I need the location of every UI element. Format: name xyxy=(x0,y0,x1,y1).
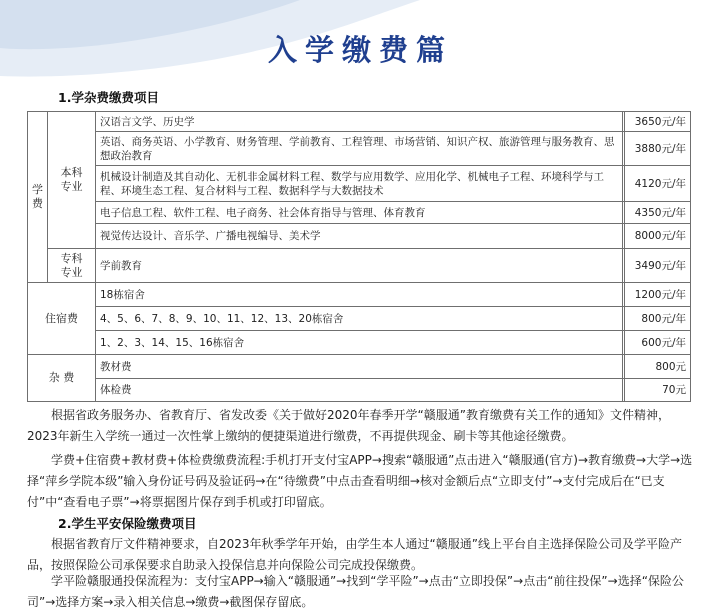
table-row xyxy=(28,132,691,166)
table-row xyxy=(28,202,691,224)
price-cell: 800元 xyxy=(625,355,691,379)
majors-cell: 视觉传达设计、音乐学、广播电视编导、美术学 xyxy=(96,224,623,249)
page-title: 入学缴费篇 xyxy=(267,33,453,67)
table-row xyxy=(28,379,691,402)
price-cell: 4350元/年 xyxy=(625,202,691,224)
fee-table xyxy=(27,111,691,402)
zhuanke-label-line: 专业 xyxy=(60,265,83,279)
price-cell: 1200元/年 xyxy=(625,283,691,307)
item-cell: 18栋宿舍 xyxy=(96,283,623,307)
table-row xyxy=(28,166,691,202)
zhuanke-label-line: 专科 xyxy=(60,251,83,265)
price-cell: 3880元/年 xyxy=(625,132,691,166)
majors-cell: 汉语言文学、历史学 xyxy=(96,112,623,132)
table-row xyxy=(28,283,691,307)
table-row xyxy=(28,331,691,355)
benke-category-cell xyxy=(48,112,96,249)
price-cell: 800元/年 xyxy=(625,307,691,331)
price-cell: 3650元/年 xyxy=(625,112,691,132)
majors-cell: 电子信息工程、软件工程、电子商务、社会体育指导与管理、体育教育 xyxy=(96,202,623,224)
item-cell: 体检费 xyxy=(96,379,623,402)
price-cell: 4120元/年 xyxy=(625,166,691,202)
price-cell: 8000元/年 xyxy=(625,224,691,249)
item-cell: 1、2、3、14、15、16栋宿舍 xyxy=(96,331,623,355)
item-cell: 4、5、6、7、8、9、10、11、12、13、20栋宿舍 xyxy=(96,307,623,331)
fees-notice-paragraph: 根据省政务服务办、省教育厅、省发改委《关于做好2020年春季开学“赣服通”教育缴费有关工作的通知》文件精神，2023年新生入学统一通过一次性掌上缴纳的便捷渠道进行缴费，不再提供现金、刷卡等其他途径缴费。 xyxy=(27,408,670,443)
majors-cell: 英语、商务英语、小学教育、财务管理、学前教育、工程管理、市场营销、知识产权、旅游管理与服务教育、思想政治教育 xyxy=(96,132,623,166)
tuition-label-char: 费 xyxy=(32,197,43,210)
table-row xyxy=(28,355,691,379)
majors-cell: 学前教育 xyxy=(96,249,623,283)
section-heading-insurance: 2.学生平安保险缴费项目 xyxy=(58,516,197,531)
tuition-category-cell xyxy=(28,112,48,283)
misc-category-cell: 杂 费 xyxy=(28,355,96,402)
benke-label-line: 专业 xyxy=(60,180,83,193)
price-cell: 600元/年 xyxy=(625,331,691,355)
price-cell: 3490元/年 xyxy=(625,249,691,283)
table-row xyxy=(28,249,691,283)
table-row xyxy=(28,112,691,132)
zhuanke-category-cell xyxy=(48,249,96,283)
price-cell: 70元 xyxy=(625,379,691,402)
benke-label-line: 本科 xyxy=(60,166,83,179)
insurance-notice-paragraph: 根据省教育厅文件精神要求，自2023年秋季学年开始，由学生本人通过“赣服通”线上平台自主选择保险公司及学平险产品，按照保险公司承保要求自助录入投保信息并向保险公司完成投保缴费。 xyxy=(27,537,682,572)
majors-cell: 机械设计制造及其自动化、无机非金属材料工程、数学与应用数学、应用化学、机械电子工程、环境科学与工程、环境生态工程、复合材料与工程、数据科学与大数据技术 xyxy=(96,166,623,202)
table-row xyxy=(28,307,691,331)
insurance-process-paragraph: 学平险赣服通投保流程为：支付宝APP→输入“赣服通”→找到“学平险”→点击“立即投保”→点击“前往投保”→选择“保险公司”→选择方案→录入相关信息→缴费→截图保存留底。 xyxy=(27,574,684,609)
section-heading-fees: 1.学杂费缴费项目 xyxy=(58,90,159,105)
table-row xyxy=(28,224,691,249)
dorm-category-cell: 住宿费 xyxy=(28,283,96,355)
fees-payment-process-paragraph: 学费+住宿费+教材费+体检费缴费流程:手机打开支付宝APP→搜索“赣服通”点击进入“赣服通(官方)→教育缴费→大学→选择“萍乡学院本级”输入身份证号码及验证码→在“待缴费”中点击查看明细→核对金额后点“立即支付”→支付完成后在“已支付”中“查看电子票”→将票据图片保存到手机或打印留底。 xyxy=(27,453,693,509)
tuition-label-char: 学 xyxy=(32,183,43,196)
item-cell: 教材费 xyxy=(96,355,623,379)
